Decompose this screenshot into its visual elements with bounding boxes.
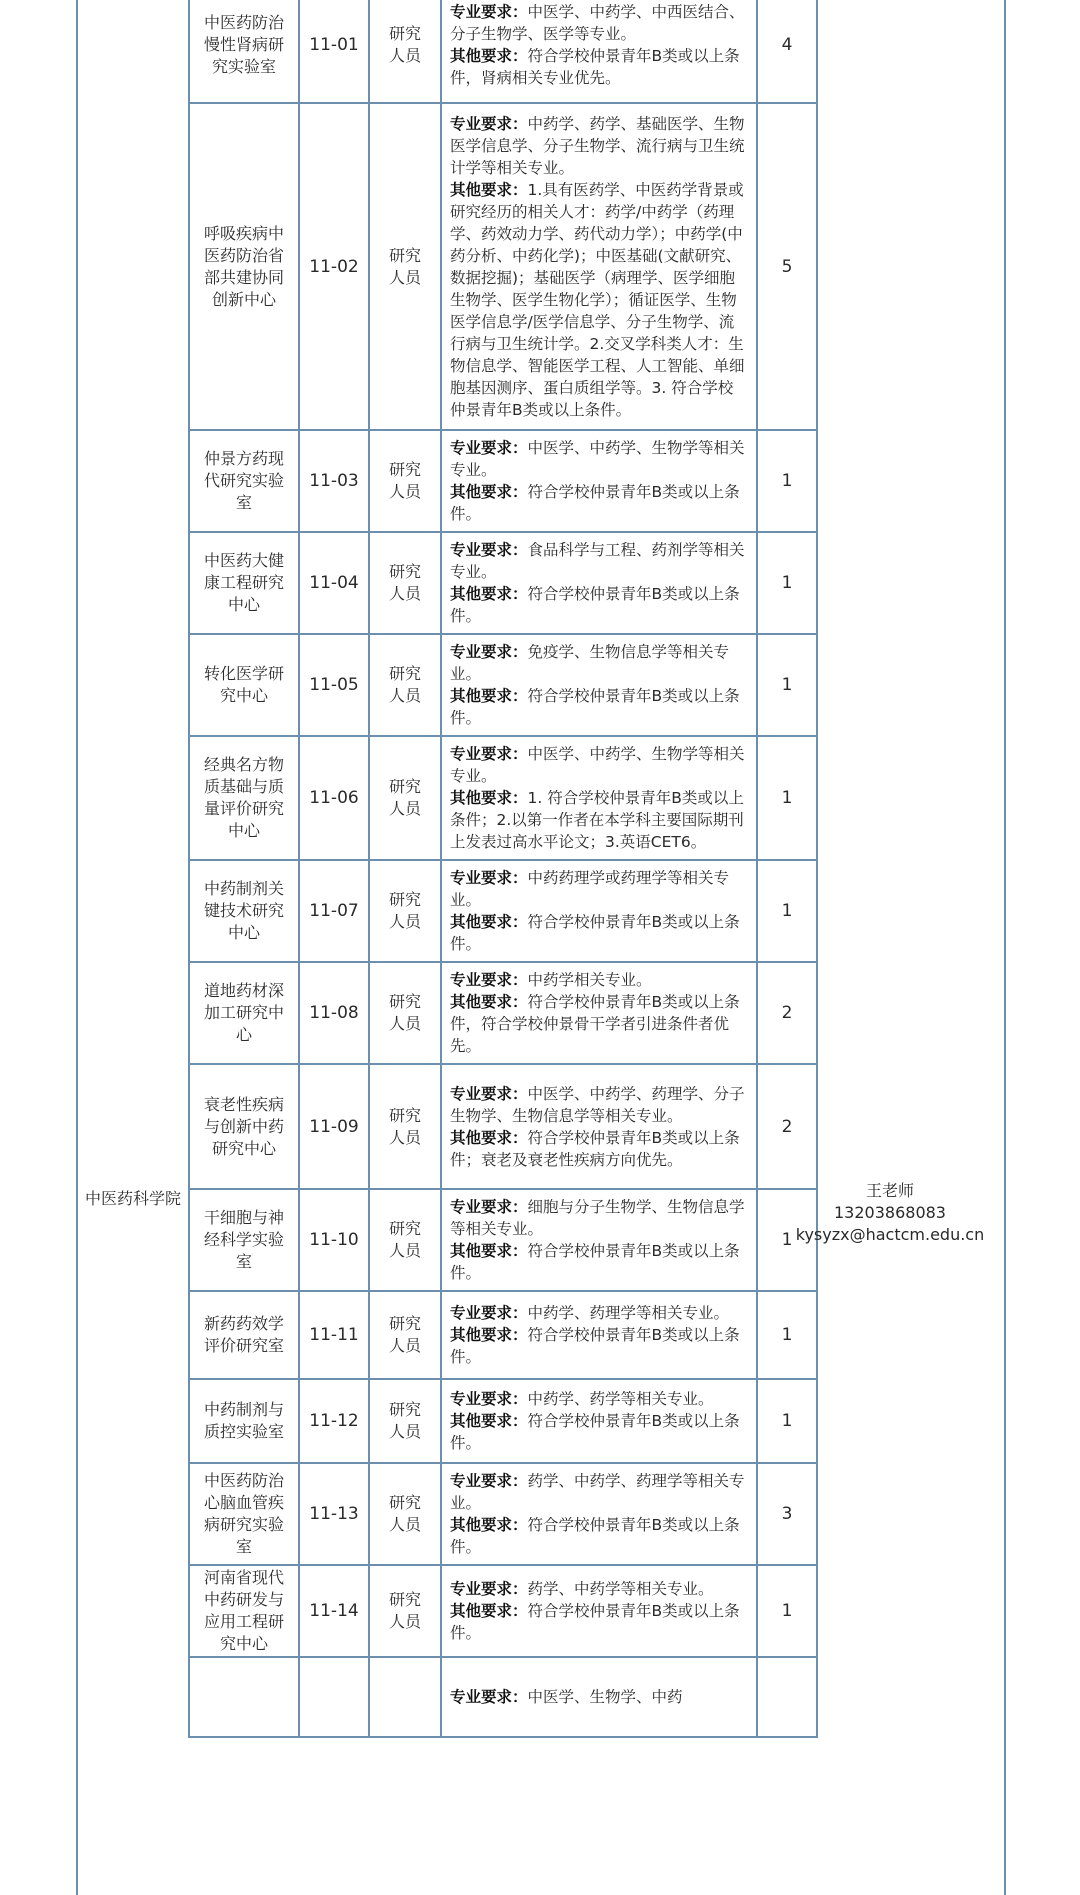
table-row (189, 736, 817, 860)
major-requirement-text: 中药药理学或药理学等相关专业。 (450, 869, 730, 909)
headcount: 5 (757, 103, 817, 430)
requirements-cell (441, 1291, 757, 1379)
other-requirement-label: 其他要求： (450, 789, 528, 807)
major-requirement (450, 1470, 748, 1514)
position-type-cell (369, 0, 441, 103)
major-requirement-label: 专业要求： (450, 1084, 528, 1103)
major-requirement-label: 专业要求： (450, 541, 528, 559)
position-code: 11-03 (299, 430, 369, 532)
other-requirement (450, 911, 748, 955)
major-requirement-label: 专业要求： (450, 1688, 528, 1706)
other-requirement-label: 其他要求： (450, 1602, 528, 1620)
position-type: 研究人员 (388, 992, 421, 1033)
major-requirement (450, 1578, 748, 1600)
major-requirement (450, 867, 748, 911)
headcount: 1 (757, 736, 817, 860)
major-requirement-text: 药学、中药学、药理学等相关专业。 (450, 1472, 745, 1512)
major-requirement-label: 专业要求： (450, 869, 528, 887)
position-type-cell (369, 103, 441, 430)
other-requirement-text: 符合学校仲景青年B类或以上条件。 (450, 913, 740, 953)
table-border-right (1004, 0, 1006, 1895)
requirements-cell (441, 532, 757, 634)
other-requirement (450, 481, 748, 525)
other-requirement-label: 其他要求： (450, 483, 528, 501)
major-requirement-label: 专业要求： (450, 114, 528, 133)
position-type: 研究人员 (388, 664, 421, 705)
position-type: 研究人员 (388, 777, 421, 818)
contact-info (776, 1180, 1004, 1246)
other-requirement-text: 符合学校仲景青年B类或以上条件。 (450, 483, 740, 523)
position-type-cell (369, 860, 441, 962)
other-requirement (450, 685, 748, 729)
unit-name: 呼吸疾病中医药防治省部共建协同创新中心 (189, 103, 299, 430)
major-requirement (450, 1686, 748, 1708)
position-code: 11-12 (299, 1379, 369, 1463)
major-requirement-text: 中药学、药学、基础医学、生物医学信息学、分子生物学、流行病与卫生统计学等相关专业。 (450, 114, 745, 177)
positions-table (188, 0, 818, 1738)
other-requirement-text: 符合学校仲景青年B类或以上条件。 (450, 1602, 740, 1642)
table-row (189, 103, 817, 430)
table-row (189, 1379, 817, 1463)
major-requirement-label: 专业要求： (450, 1198, 528, 1216)
table-row (189, 962, 817, 1064)
headcount: 1 (757, 1565, 817, 1657)
major-requirement-text: 中医学、中药学、生物学等相关专业。 (450, 439, 745, 479)
position-code: 11-07 (299, 860, 369, 962)
requirements-cell (441, 1189, 757, 1291)
position-type: 研究人员 (388, 1590, 421, 1631)
other-requirement-text: 符合学校仲景青年B类或以上条件。 (450, 1326, 740, 1366)
other-requirement (450, 1324, 748, 1368)
major-requirement-text: 中医学、生物学、中药 (527, 1688, 683, 1706)
position-code: 11-13 (299, 1463, 369, 1565)
other-requirement-text: 符合学校仲景青年B类或以上条件。 (450, 585, 740, 625)
requirements-cell (441, 0, 757, 103)
major-requirement-text: 中药学、药学等相关专业。 (527, 1390, 714, 1408)
other-requirement-label: 其他要求： (450, 687, 528, 705)
headcount: 1 (757, 1291, 817, 1379)
position-type: 研究人员 (388, 890, 421, 931)
other-requirement-label: 其他要求： (450, 1128, 528, 1147)
headcount: 4 (757, 0, 817, 103)
unit-name: 道地药材深加工研究中心 (189, 962, 299, 1064)
position-type-cell (369, 634, 441, 736)
major-requirement (450, 1388, 748, 1410)
requirements-cell (441, 962, 757, 1064)
requirements-cell (441, 103, 757, 430)
position-code (299, 1657, 369, 1737)
other-requirement-label: 其他要求： (450, 47, 528, 65)
unit-name: 衰老性疾病与创新中药研究中心 (189, 1064, 299, 1189)
other-requirement (450, 1127, 748, 1171)
major-requirement (450, 539, 748, 583)
unit-name: 中药制剂关键技术研究中心 (189, 860, 299, 962)
position-code: 11-02 (299, 103, 369, 430)
other-requirement-text: 符合学校仲景青年B类或以上条件。 (450, 1242, 740, 1282)
position-type-cell (369, 1565, 441, 1657)
major-requirement-text: 食品科学与工程、药剂学等相关专业。 (450, 541, 745, 581)
major-requirement-label: 专业要求： (450, 3, 528, 21)
table-row (189, 1189, 817, 1291)
table-row (189, 1291, 817, 1379)
position-code: 11-10 (299, 1189, 369, 1291)
other-requirement (450, 1240, 748, 1284)
position-type-cell (369, 736, 441, 860)
headcount: 3 (757, 1463, 817, 1565)
other-requirement (450, 787, 748, 853)
position-type-cell (369, 1291, 441, 1379)
other-requirement (450, 1600, 748, 1644)
position-code: 11-11 (299, 1291, 369, 1379)
contact-phone: 13203868083 (834, 1203, 946, 1222)
requirements-cell (441, 736, 757, 860)
major-requirement (450, 969, 748, 991)
position-type: 研究人员 (388, 562, 421, 603)
major-requirement-text: 中医学、中药学、生物学等相关专业。 (450, 745, 745, 785)
major-requirement-text: 药学、中药学等相关专业。 (527, 1580, 714, 1598)
other-requirement-text: 符合学校仲景青年B类或以上条件；衰老及衰老性疾病方向优先。 (450, 1128, 740, 1169)
position-type-cell (369, 1657, 441, 1737)
major-requirement-label: 专业要求： (450, 643, 528, 661)
position-code: 11-14 (299, 1565, 369, 1657)
other-requirement-label: 其他要求： (450, 1326, 528, 1344)
position-type-cell (369, 1379, 441, 1463)
major-requirement-label: 专业要求： (450, 971, 528, 989)
unit-name: 中医药防治慢性肾病研究实验室 (189, 0, 299, 103)
other-requirement-label: 其他要求： (450, 585, 528, 603)
other-requirement (450, 45, 748, 89)
table-row (189, 430, 817, 532)
position-code: 11-01 (299, 0, 369, 103)
major-requirement-label: 专业要求： (450, 745, 528, 763)
other-requirement-text: 符合学校仲景青年B类或以上条件。 (450, 1516, 740, 1556)
contact-cell (776, 0, 1004, 1895)
unit-name: 中药制剂与质控实验室 (189, 1379, 299, 1463)
other-requirement-label: 其他要求： (450, 993, 528, 1011)
major-requirement (450, 641, 748, 685)
position-type: 研究人员 (388, 1493, 421, 1534)
table-row (189, 1657, 817, 1737)
major-requirement (450, 743, 748, 787)
other-requirement-text: 符合学校仲景青年B类或以上条件，肾病相关专业优先。 (450, 47, 740, 87)
unit-name: 转化医学研究中心 (189, 634, 299, 736)
headcount: 1 (757, 860, 817, 962)
table-row (189, 860, 817, 962)
headcount: 1 (757, 634, 817, 736)
position-code: 11-09 (299, 1064, 369, 1189)
requirements-cell (441, 1565, 757, 1657)
unit-name: 经典名方物质基础与质量评价研究中心 (189, 736, 299, 860)
headcount: 2 (757, 1064, 817, 1189)
position-type: 研究人员 (388, 1314, 421, 1355)
position-type-cell (369, 1064, 441, 1189)
other-requirement-text: 1. 符合学校仲景青年B类或以上条件；2.以第一作者在本学科主要国际期刊上发表过高水平论文；3.英语CET6。 (450, 789, 744, 851)
other-requirement-label: 其他要求： (450, 913, 528, 931)
other-requirement-text: 符合学校仲景青年B类或以上条件。 (450, 687, 740, 727)
position-type: 研究人员 (388, 460, 421, 501)
requirements-cell (441, 860, 757, 962)
unit-name: 新药药效学评价研究室 (189, 1291, 299, 1379)
requirements-cell (441, 1064, 757, 1189)
major-requirement (450, 437, 748, 481)
contact-name: 王老师 (865, 1181, 914, 1200)
requirements-cell (441, 1657, 757, 1737)
major-requirement-text: 免疫学、生物信息学等相关专业。 (450, 643, 730, 683)
major-requirement (450, 1196, 748, 1240)
major-requirement-label: 专业要求： (450, 1580, 528, 1598)
major-requirement (450, 1302, 748, 1324)
headcount: 1 (757, 430, 817, 532)
position-code: 11-08 (299, 962, 369, 1064)
department-cell (78, 0, 188, 1895)
unit-name: 干细胞与神经科学实验室 (189, 1189, 299, 1291)
position-type: 研究人员 (388, 1105, 421, 1147)
other-requirement-text: 符合学校仲景青年B类或以上条件。 (450, 1412, 740, 1452)
table-row (189, 634, 817, 736)
other-requirement-label: 其他要求： (450, 180, 528, 199)
major-requirement (450, 1, 748, 45)
position-code: 11-04 (299, 532, 369, 634)
requirements-cell (441, 1379, 757, 1463)
other-requirement-label: 其他要求： (450, 1516, 528, 1534)
unit-name: 河南省现代中药研发与应用工程研究中心 (189, 1565, 299, 1657)
contact-email: kysyzx@hactcm.edu.cn (795, 1225, 985, 1244)
position-type-cell (369, 962, 441, 1064)
other-requirement (450, 1514, 748, 1558)
other-requirement (450, 991, 748, 1057)
requirements-cell (441, 430, 757, 532)
position-code: 11-05 (299, 634, 369, 736)
position-code: 11-06 (299, 736, 369, 860)
major-requirement-text: 中药学相关专业。 (527, 971, 652, 989)
department-name: 中医药科学院 (84, 1189, 181, 1208)
other-requirement-label: 其他要求： (450, 1242, 528, 1260)
headcount: 2 (757, 962, 817, 1064)
other-requirement-text: 1.具有医药学、中医药学背景或研究经历的相关人才：药学/中药学（药理学、药效动力学、药代动力学）；中药学(中药分析、中药化学)；中医基础(文献研究、数据挖掘)；基础医学（病理学、医学细胞生物学、医学生物化学）；循证医学、生物医学信息学/医学信息学、分子生物学、流行病与卫生统计学。2.交叉学科类人才：生物信息学、智能医学工程、人工智能、单细胞基因测序、蛋白质组学等。3. 符合学校仲景青年B类或以上条件。 (450, 180, 745, 419)
position-type-cell (369, 1189, 441, 1291)
position-type-cell (369, 532, 441, 634)
unit-name: 中医药大健康工程研究中心 (189, 532, 299, 634)
major-requirement-text: 中医学、中药学、药理学、分子生物学、生物信息学等相关专业。 (450, 1084, 745, 1125)
position-type: 研究人员 (388, 24, 421, 65)
position-type: 研究人员 (388, 1400, 421, 1441)
requirements-cell (441, 1463, 757, 1565)
major-requirement-text: 细胞与分子生物学、生物信息学等相关专业。 (450, 1198, 745, 1238)
major-requirement-text: 中医学、中药学、中西医结合、分子生物学、医学等专业。 (450, 3, 745, 43)
other-requirement (450, 1410, 748, 1454)
other-requirement (450, 583, 748, 627)
headcount: 1 (757, 532, 817, 634)
major-requirement-label: 专业要求： (450, 1390, 528, 1408)
other-requirement (450, 179, 748, 421)
position-type: 研究人员 (388, 245, 421, 287)
unit-name: 仲景方药现代研究实验室 (189, 430, 299, 532)
other-requirement-text: 符合学校仲景青年B类或以上条件，符合学校仲景骨干学者引进条件者优先。 (450, 993, 740, 1055)
position-type-cell (369, 430, 441, 532)
requirements-cell (441, 634, 757, 736)
headcount: 1 (757, 1379, 817, 1463)
table-row (189, 1463, 817, 1565)
headcount: 1 (757, 1189, 817, 1291)
major-requirement-label: 专业要求： (450, 1304, 528, 1322)
other-requirement-label: 其他要求： (450, 1412, 528, 1430)
table-row (189, 1064, 817, 1189)
major-requirement-label: 专业要求： (450, 439, 528, 457)
position-type-cell (369, 1463, 441, 1565)
major-requirement-text: 中药学、药理学等相关专业。 (527, 1304, 730, 1322)
major-requirement-label: 专业要求： (450, 1472, 528, 1490)
table-row (189, 532, 817, 634)
table-row (189, 1565, 817, 1657)
position-type: 研究人员 (388, 1219, 421, 1260)
major-requirement (450, 113, 748, 179)
unit-name (189, 1657, 299, 1737)
table-row (189, 0, 817, 103)
unit-name: 中医药防治心脑血管疾病研究实验室 (189, 1463, 299, 1565)
major-requirement (450, 1083, 748, 1127)
